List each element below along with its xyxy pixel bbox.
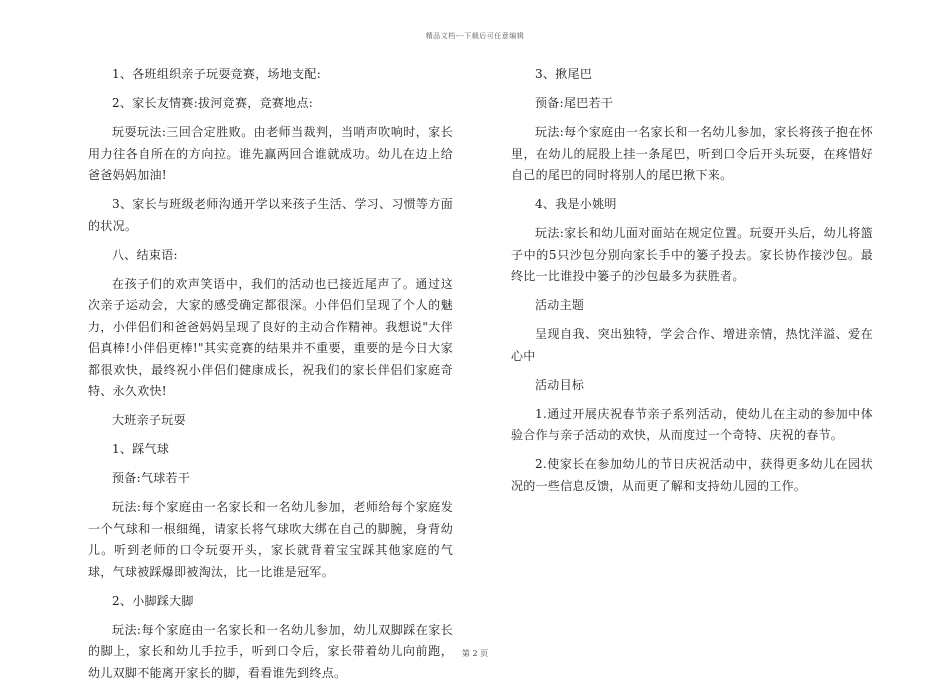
paragraph: 玩法:家长和幼儿面对面站在规定位置。玩耍开头后，幼儿将篮子中的5只沙包分别向家长手中的篓子投去。家长协作接沙包。最终比一比谁投中篓子的沙包最多为获胜者。 — [511, 226, 873, 283]
paragraph: 玩法:每个家庭由一名家长和一名幼儿参加，家长将孩子抱在怀里，在幼儿的屁股上挂一条尾巴，听到口令后开头玩耍，在疼惜好自己的尾巴的同时将别人的尾巴揪下来。 — [511, 125, 873, 182]
section-heading: 八、结束语: — [112, 247, 178, 262]
paragraph: 1.通过开展庆祝春节亲子系列活动，使幼儿在主动的参加中体验合作与亲子活动的欢快，从而度过一个奇特、庆祝的春节。 — [511, 406, 873, 442]
page-footer — [0, 648, 950, 659]
page-header: 精品文档---下载后可任意编辑 — [425, 32, 525, 40]
section-heading: 大班亲子玩耍 — [112, 413, 186, 427]
paragraph: 呈现自我、突出独特，学会合作、增进亲情，热忱洋溢、爱在心中 — [511, 327, 873, 363]
paragraph: 1、踩气球 — [112, 442, 170, 456]
paragraph: 玩法:每个家庭由一名家长和一名幼儿参加，老师给每个家庭发一个气球和一根细绳，请家长将气球吹大绑在自己的脚腕，身背幼儿。听到老师的口令玩耍开头，家长就背着宝宝踩其他家庭的气球，气球被踩爆即被淘汰，比一比谁是冠军。 — [88, 500, 453, 579]
page-number: 2 — [472, 649, 478, 658]
paragraph: 2.使家长在参加幼儿的节日庆祝活动中，获得更多幼儿在园状况的一些信息反馈，从而更了解和支持幼儿园的工作。 — [511, 457, 873, 493]
paragraph: 1、各班组织亲子玩耍竞赛，场地支配: — [112, 67, 322, 81]
page-number-prefix: 第 — [461, 649, 470, 658]
right-column — [511, 64, 873, 505]
paragraph: 在孩子们的欢声笑语中，我们的活动也已接近尾声了。通过这次亲子运动会，大家的感受确定都很深。小伴侣们呈现了个人的魅力，小伴侣们和爸爸妈妈呈现了良好的主动合作精神。我想说"大伴侣真棒!小伴侣更棒!"其实竞赛的结果并不重要，重要的是今日大家都很欢快，最终祝小伴侣们健康成长，祝我们的家长伴侣们家庭奇特、永久欢快! — [88, 276, 453, 398]
paragraph: 预备:气球若干 — [112, 471, 191, 485]
paragraph: 预备:尾巴若干 — [535, 96, 614, 110]
paragraph: 玩耍玩法:三回合定胜败。由老师当裁判，当哨声吹响时，家长用力往各自所在的方向拉。谁先赢两回合谁就成功。幼儿在边上给爸爸妈妈加油! — [88, 125, 453, 182]
paragraph: 2、小脚踩大脚 — [112, 593, 194, 608]
paragraph: 2、家长友情赛:拔河竞赛，竞赛地点: — [112, 96, 314, 110]
paragraph: 3、揪尾巴 — [535, 67, 593, 81]
section-heading: 活动目标 — [535, 377, 585, 392]
left-column — [88, 64, 453, 692]
paragraph: 3、家长与班级老师沟通开学以来孩子生活、学习、习惯等方面的状况。 — [88, 197, 453, 233]
page-number-suffix: 页 — [480, 649, 489, 658]
paragraph: 玩法:每个家庭由一名家长和一名幼儿参加，幼儿双脚踩在家长的脚上，家长和幼儿手拉手，听到口令后，家长带着幼儿向前跑，幼儿双脚不能离开家长的脚，看看谁先到终点。 — [88, 622, 453, 680]
section-heading: 活动主题 — [535, 298, 585, 312]
paragraph: 4、我是小姚明 — [535, 197, 617, 211]
